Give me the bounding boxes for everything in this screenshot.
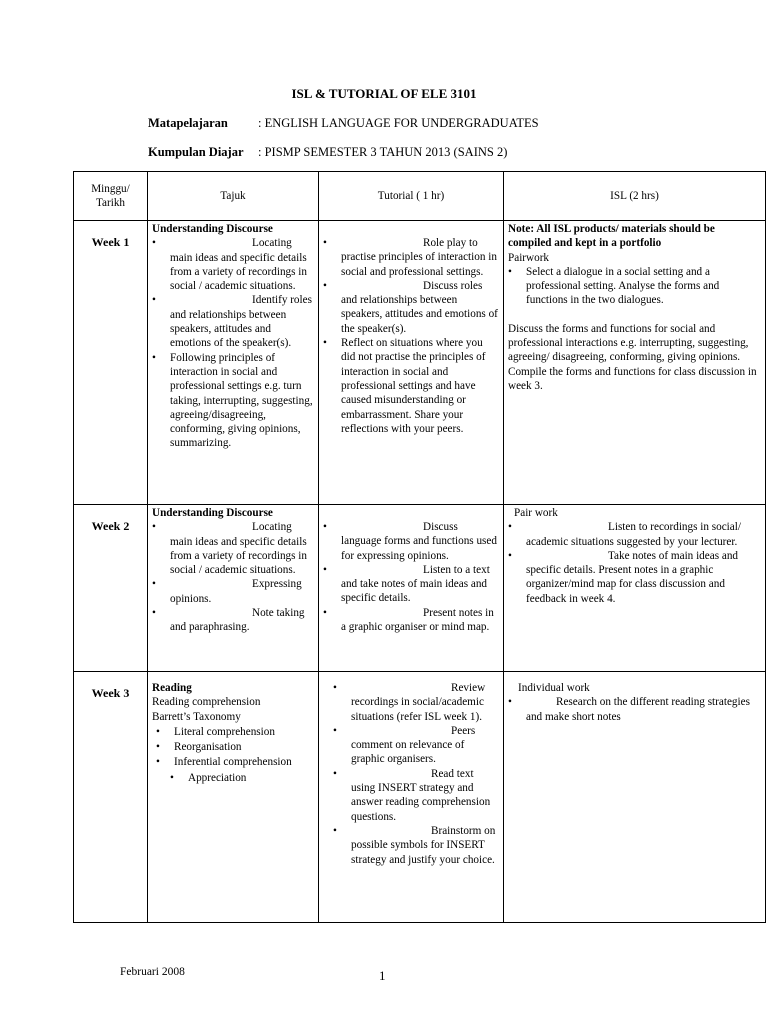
bullet-icon: • [170, 771, 174, 784]
group-label: Kumpulan Diajar [148, 145, 244, 159]
table-row [74, 505, 766, 672]
list-item: • Brainstorm on possible symbols for INSERT strategy and justify your choice. [333, 824, 496, 866]
list-item: • Review recordings in social/academic situations (refer ISL week 1). [333, 682, 486, 723]
bullet-icon: • [333, 682, 337, 694]
list-item: • Role play to practise principles of interaction in social and professional settings. [323, 237, 497, 278]
list-item: • Expressing opinions. [152, 578, 302, 605]
topic-heading: Reading [152, 682, 192, 694]
bullet-icon: • [152, 578, 156, 591]
isl-mode: Pairwork [508, 251, 550, 264]
bullet-icon: • [508, 521, 512, 534]
bullet-icon: • [323, 337, 327, 350]
group-value: : PISMP SEMESTER 3 TAHUN 2013 (SAINS 2) [258, 145, 508, 159]
bullet-icon: • [323, 606, 327, 619]
column-header-topic: Tajuk [148, 172, 319, 221]
list-item: • Reorganisation [156, 741, 242, 754]
isl-cell [504, 505, 766, 672]
footer-date: Februari 2008 [120, 966, 185, 978]
list-item: • Select a dialogue in a social setting and a professional setting. Analyse the forms and functions in the two dialogues. [508, 265, 720, 307]
table-header-row [74, 172, 766, 221]
column-header-tutorial: Tutorial ( 1 hr) [319, 172, 504, 221]
tutorial-cell [319, 672, 504, 923]
isl-cell [504, 221, 766, 505]
schedule-table [73, 171, 766, 923]
list-item: • Read text using INSERT strategy and answer reading comprehension questions. [333, 767, 491, 823]
bullet-icon: • [152, 607, 156, 620]
list-item: • Appreciation [170, 771, 247, 784]
list-item: • Note taking and paraphrasing. [152, 607, 305, 634]
week-cell: Week 2 [74, 505, 148, 672]
bullet-icon: • [323, 279, 327, 292]
bullet-icon: • [152, 294, 156, 307]
bullet-icon: • [156, 741, 160, 754]
list-item: • Listen to a text and take notes of main ideas and specific details. [323, 563, 490, 605]
list-item: • Identify roles and relationships between speakers, attitudes and emotions of the speaker(s). [152, 294, 312, 350]
list-item: • Discuss roles and relationships between speakers, attitudes and emotions of the speaker(s). [323, 279, 498, 335]
list-item: • Research on the different reading strategies and make short notes [508, 696, 750, 723]
list-item: • Literal comprehension [156, 725, 275, 738]
isl-mode: Pair work [514, 507, 558, 519]
week-cell: Week 3 [74, 672, 148, 923]
list-item: • Locating main ideas and specific details from a variety of recordings in social / academic situations. [152, 237, 307, 293]
topic-line: Reading comprehension [152, 696, 261, 709]
subject-label: Matapelajaran [148, 116, 228, 130]
bullet-icon: • [323, 521, 327, 533]
list-item: • Reflect on situations where you did not practise the principles of interaction in social and professional settings and have caused misunderstanding or embarrassment. Share your reflections with your peers. [323, 337, 486, 435]
page-number: 1 [379, 968, 386, 983]
topic-heading: Understanding Discourse [152, 223, 273, 235]
isl-mode: Individual work [518, 682, 590, 694]
list-item: • Inferential comprehension [156, 756, 292, 769]
bullet-icon: • [508, 265, 512, 278]
tutorial-cell [319, 221, 504, 505]
bullet-icon: • [323, 237, 327, 249]
bullet-icon: • [152, 237, 156, 250]
topic-cell [148, 221, 319, 505]
topic-line: Barrett’s Taxonomy [152, 710, 241, 723]
tutorial-cell [319, 505, 504, 672]
list-item: • Locating main ideas and specific details from a variety of recordings in social / academic situations. [152, 521, 307, 577]
table-row [74, 672, 766, 923]
bullet-icon: • [333, 724, 337, 737]
table-row [74, 221, 766, 505]
isl-extra: Discuss the forms and functions for social and professional interactions e.g. interrupting, suggesting, agreeing/ disagreeing, conforming, giving opinions. Compile the forms and functions for class discussion in week 3. [508, 322, 757, 392]
bullet-icon: • [156, 725, 160, 738]
topic-heading: Understanding Discourse [152, 507, 273, 519]
topic-cell [148, 672, 319, 923]
bullet-icon: • [333, 824, 337, 837]
bullet-icon: • [508, 696, 512, 709]
subject-value: : ENGLISH LANGUAGE FOR UNDERGRADUATES [258, 116, 539, 130]
column-header-week: Minggu/ Tarikh [74, 172, 148, 221]
week-cell: Week 1 [74, 221, 148, 505]
list-item: • Discuss language forms and functions used for expressing opinions. [323, 521, 497, 562]
bullet-icon: • [156, 756, 160, 769]
list-item: • Following principles of interaction in social and professional settings e.g. turn taking, interrupting, suggesting, agreeing/disagreeing, conforming, giving opinions, summarizing. [152, 351, 313, 450]
bullet-icon: • [152, 351, 156, 364]
bullet-icon: • [508, 549, 512, 562]
bullet-icon: • [152, 521, 156, 534]
bullet-icon: • [333, 767, 337, 780]
column-header-isl: ISL (2 hrs) [504, 172, 766, 221]
list-item: • Take notes of main ideas and specific details. Present notes in a graphic organizer/mind map for class discussion and feedback in week 4. [508, 549, 739, 605]
topic-cell [148, 505, 319, 672]
list-item: • Present notes in a graphic organiser or mind map. [323, 606, 494, 634]
isl-cell [504, 672, 766, 923]
isl-note: Note: All ISL products/ materials should be compiled and kept in a portfolio [508, 223, 715, 250]
document-title: ISL & TUTORIAL OF ELE 3101 [291, 86, 477, 101]
list-item: • Peers comment on relevance of graphic organisers. [333, 724, 476, 766]
bullet-icon: • [323, 563, 327, 576]
list-item: • Listen to recordings in social/ academic situations suggested by your lecturer. [508, 521, 741, 548]
